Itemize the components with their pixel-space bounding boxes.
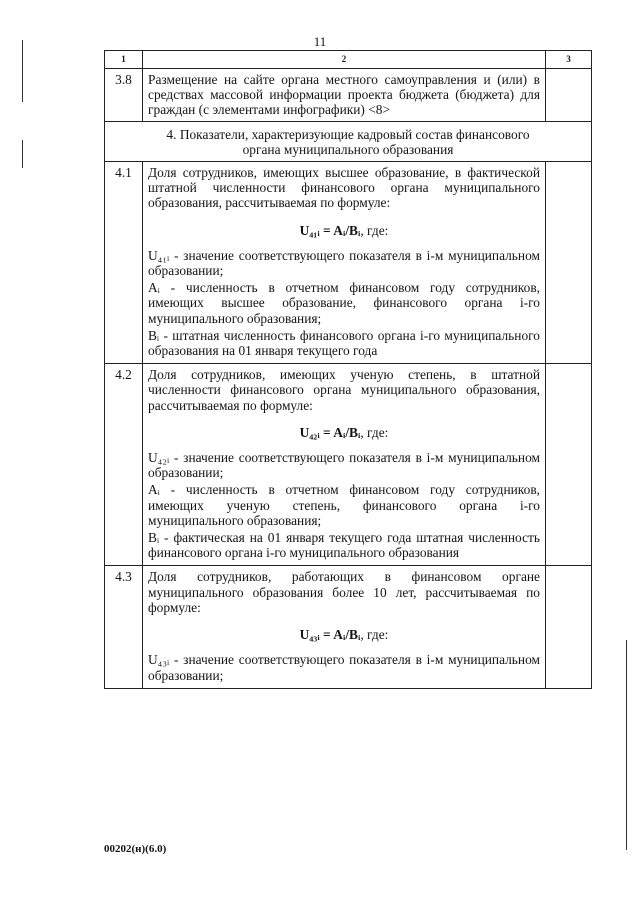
header-col-2: 2 bbox=[143, 51, 546, 69]
definition: U₄₂ᵢ - значение соответствующего показателя в i-м муниципальном образовании; bbox=[148, 450, 540, 481]
definition: Bᵢ - штатная численность финансового органа i-го муниципального образования на 01 января текущего года bbox=[148, 327, 540, 359]
footer-code: 00202(н)(6.0) bbox=[104, 843, 167, 855]
row-body bbox=[143, 566, 546, 688]
header-col-3: 3 bbox=[546, 51, 592, 69]
row-intro: Доля сотрудников, имеющих высшее образование, в фактической штатной численности финансового органа муниципального образования, рассчитываемая по формуле: bbox=[148, 165, 540, 211]
formula-expression: U₄₂ᵢ = Aᵢ/Bᵢ bbox=[299, 424, 361, 440]
table-row bbox=[105, 162, 592, 364]
formula bbox=[148, 425, 540, 440]
page-number: 11 bbox=[313, 34, 327, 49]
scan-mark-right bbox=[626, 640, 627, 850]
table-row bbox=[105, 364, 592, 566]
definition: Bᵢ - фактическая на 01 января текущего года штатная численность финансового органа i-го муниципального образования bbox=[148, 530, 540, 561]
table-row bbox=[105, 69, 592, 122]
row-body bbox=[143, 162, 546, 364]
formula bbox=[148, 223, 540, 238]
empty-cell bbox=[546, 69, 592, 122]
row-body bbox=[143, 364, 546, 566]
row-intro: Доля сотрудников, имеющих ученую степень, в штатной численности финансового органа муниципального образования, рассчитываемая по формуле: bbox=[148, 367, 540, 413]
formula bbox=[148, 627, 540, 642]
row-number: 4.2 bbox=[105, 364, 143, 566]
row-number: 3.8 bbox=[105, 69, 143, 122]
formula-expression: U₄₁ᵢ = Aᵢ/Bᵢ bbox=[299, 222, 361, 238]
formula-suffix: , где: bbox=[360, 424, 389, 440]
header-col-1: 1 bbox=[105, 51, 143, 69]
section-row bbox=[105, 121, 592, 161]
section-title: 4. Показатели, характеризующие кадровый состав финансового органа муниципального образования bbox=[105, 121, 592, 161]
formula-suffix: , где: bbox=[360, 627, 389, 643]
empty-cell bbox=[546, 566, 592, 688]
empty-cell bbox=[546, 364, 592, 566]
indicators-table bbox=[104, 50, 592, 689]
empty-cell bbox=[546, 162, 592, 364]
definition: Aᵢ - численность в отчетном финансовом году сотрудников, имеющих высшее образование, финансового органа i-го муниципального образования; bbox=[148, 280, 540, 326]
definition: U₄₃ᵢ - значение соответствующего показателя в i-м муниципальном образовании; bbox=[148, 652, 540, 683]
formula-suffix: , где: bbox=[360, 222, 389, 238]
scan-mark-left bbox=[22, 40, 23, 102]
formula-expression: U₄₃ᵢ = Aᵢ/Bᵢ bbox=[299, 627, 361, 643]
table-row bbox=[105, 566, 592, 688]
table-header-row bbox=[105, 51, 592, 69]
definition: Aᵢ - численность в отчетном финансовом году сотрудников, имеющих ученую степень, финансового органа i-го муниципального образования; bbox=[148, 482, 540, 528]
definition: U₄₁ᵢ - значение соответствующего показателя в i-м муниципальном образовании; bbox=[148, 247, 540, 279]
scan-mark-left-2 bbox=[22, 140, 23, 168]
row-number: 4.1 bbox=[105, 162, 143, 364]
row-text: Размещение на сайте органа местного самоуправления и (или) в средствах массовой информации проекта бюджета (бюджета) для граждан (с элементами инфографики) <8> bbox=[143, 69, 546, 122]
row-intro: Доля сотрудников, работающих в финансовом органе муниципального образования более 10 лет, рассчитываемая по формуле: bbox=[148, 569, 540, 615]
row-number: 4.3 bbox=[105, 566, 143, 688]
